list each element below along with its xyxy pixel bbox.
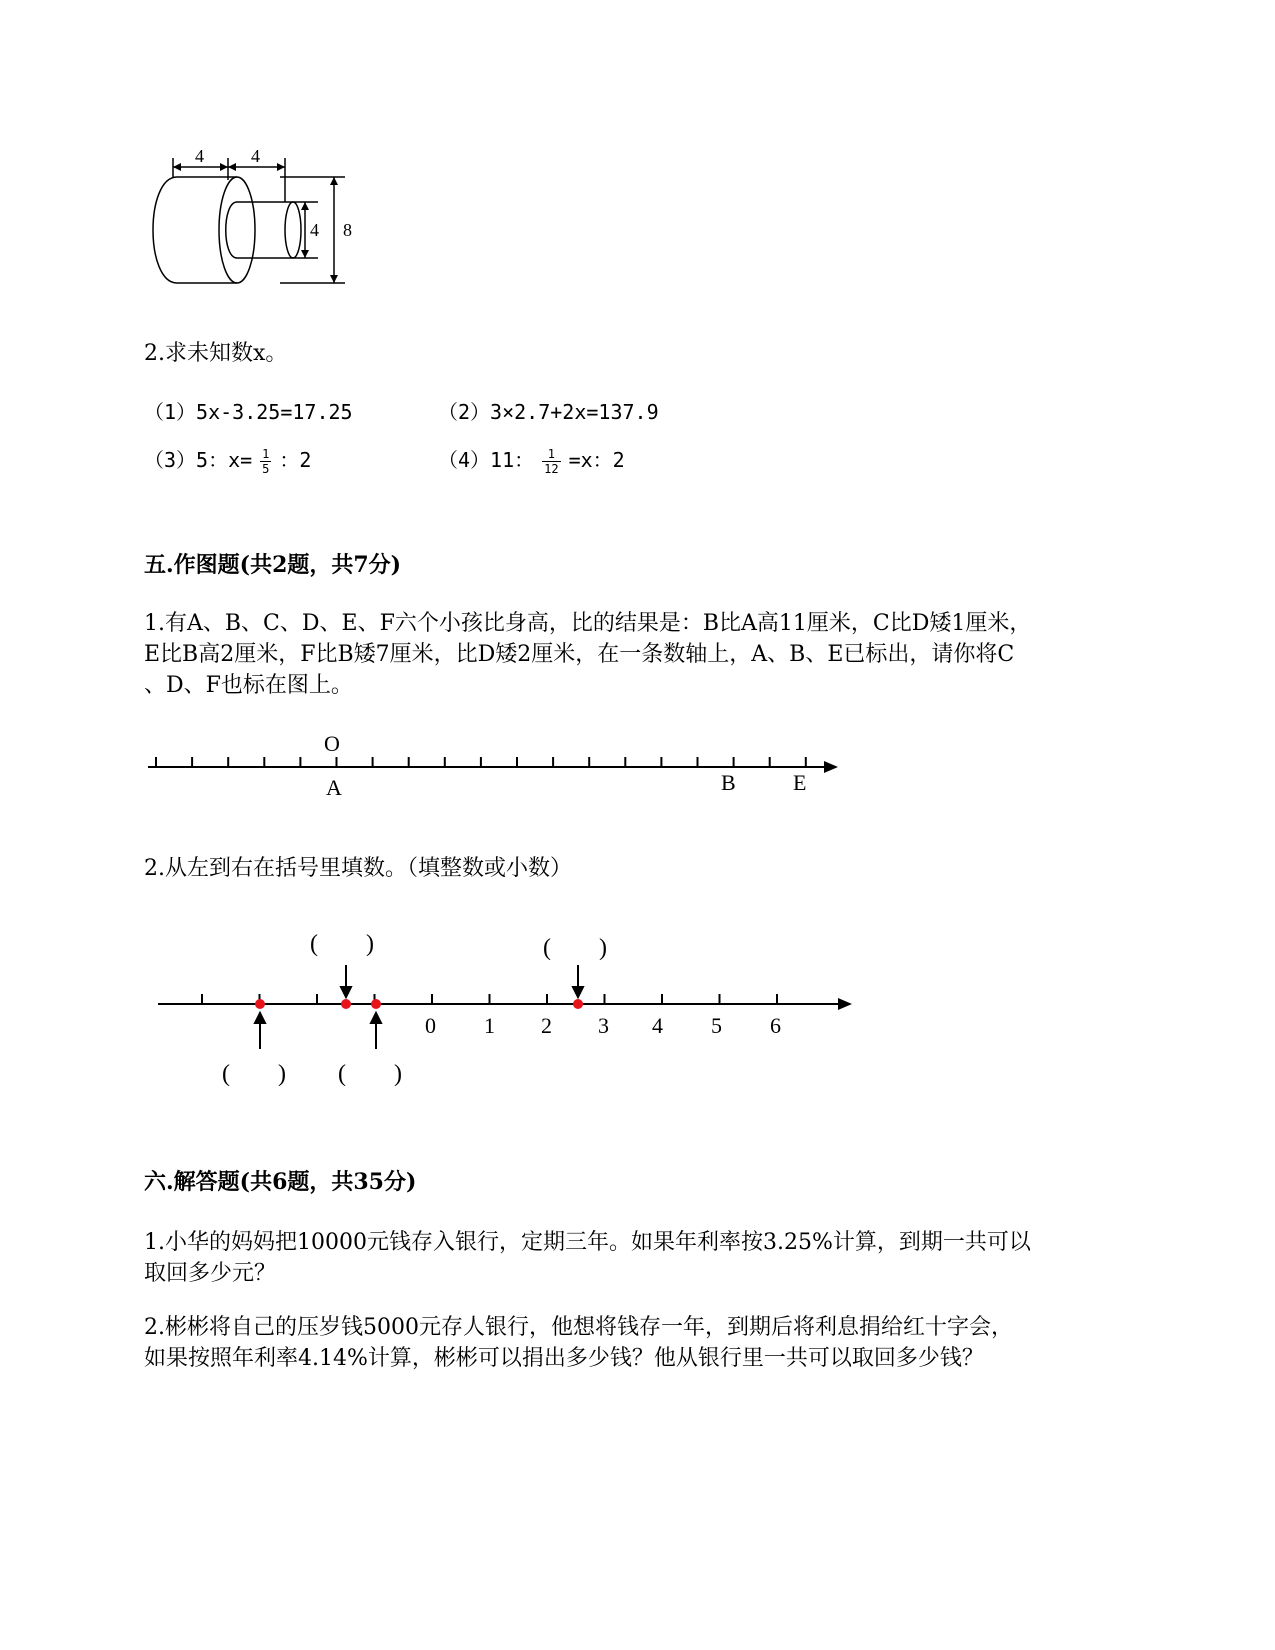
tick-label: 0 bbox=[425, 1013, 436, 1038]
answer-bracket: ( ) bbox=[310, 931, 374, 957]
dim-right-width: 4 bbox=[251, 146, 260, 166]
paragraph-line: 取回多少元？ bbox=[144, 1261, 277, 1286]
question-title: 2.求未知数x。 bbox=[144, 341, 288, 366]
arrow-down-icon bbox=[573, 987, 583, 997]
equation-3-suffix: ：2 bbox=[279, 448, 312, 472]
arrow-up-icon bbox=[371, 1013, 381, 1023]
number-line-1 bbox=[140, 725, 850, 805]
answer-bracket: ( ) bbox=[543, 935, 607, 961]
equation-4-prefix: （4）11： bbox=[438, 448, 535, 472]
equation-1: （1）5x-3.25=17.25 bbox=[144, 400, 353, 424]
tick-label: 5 bbox=[711, 1013, 722, 1038]
tick-label: 4 bbox=[652, 1013, 663, 1038]
paragraph-line: 2.彬彬将自己的压岁钱5000元存人银行，他想将钱存一年，到期后将利息捐给红十字会， bbox=[144, 1315, 1013, 1340]
dim-outer-height: 8 bbox=[343, 220, 352, 240]
answer-bracket: ( ) bbox=[222, 1061, 286, 1087]
tick-label: 3 bbox=[598, 1013, 609, 1038]
paragraph-line: 、D、F也标在图上。 bbox=[144, 673, 353, 698]
point-label-e: E bbox=[793, 770, 807, 795]
marker-point bbox=[573, 999, 583, 1009]
question-title: 2.从左到右在括号里填数。（填整数或小数） bbox=[144, 856, 572, 881]
section-heading: 五.作图题(共2题，共7分) bbox=[144, 552, 402, 578]
paragraph-line: 1.有A、B、C、D、E、F六个小孩比身高，比的结果是：B比A高11厘米，C比D矮1厘米， bbox=[144, 611, 1032, 636]
paragraph-line: E比B高2厘米，F比B矮7厘米，比D矮2厘米，在一条数轴上，A、B、E已标出，请你将C bbox=[144, 642, 1015, 667]
marker-point bbox=[341, 999, 351, 1009]
tick-label: 6 bbox=[770, 1013, 781, 1038]
paragraph-line: 1.小华的妈妈把10000元钱存入银行，定期三年。如果年利率按3.25%计算，到期一共可以 bbox=[144, 1230, 1031, 1255]
fraction: $\frac{1}{12}$ bbox=[544, 447, 559, 476]
equation-4-suffix: =x：2 bbox=[568, 448, 625, 472]
tick-label: 2 bbox=[541, 1013, 552, 1038]
dim-inner-height: 4 bbox=[310, 220, 319, 240]
dim-left-width: 4 bbox=[195, 146, 204, 166]
arrow-down-icon bbox=[341, 987, 351, 997]
cylinder-figure bbox=[140, 140, 370, 290]
marker-point bbox=[371, 999, 381, 1009]
marker-point bbox=[255, 999, 265, 1009]
equation-3-prefix: （3）5：x= bbox=[144, 448, 253, 472]
origin-label: O bbox=[324, 731, 340, 756]
equation-2: （2）3×2.7+2x=137.9 bbox=[438, 400, 659, 424]
equation-3 bbox=[144, 444, 311, 476]
tick-label: 1 bbox=[484, 1013, 495, 1038]
answer-bracket: ( ) bbox=[338, 1061, 402, 1087]
section-heading: 六.解答题(共6题，共35分) bbox=[144, 1169, 417, 1195]
point-label-a: A bbox=[326, 775, 342, 800]
fraction: $\frac{1}{5}$ bbox=[262, 447, 270, 476]
point-label-b: B bbox=[721, 770, 736, 795]
paragraph-line: 如果按照年利率4.14%计算，彬彬可以捐出多少钱？他从银行里一共可以取回多少钱？ bbox=[144, 1346, 984, 1371]
equation-4 bbox=[438, 444, 625, 476]
number-line-2 bbox=[150, 925, 860, 1095]
arrow-up-icon bbox=[255, 1013, 265, 1023]
